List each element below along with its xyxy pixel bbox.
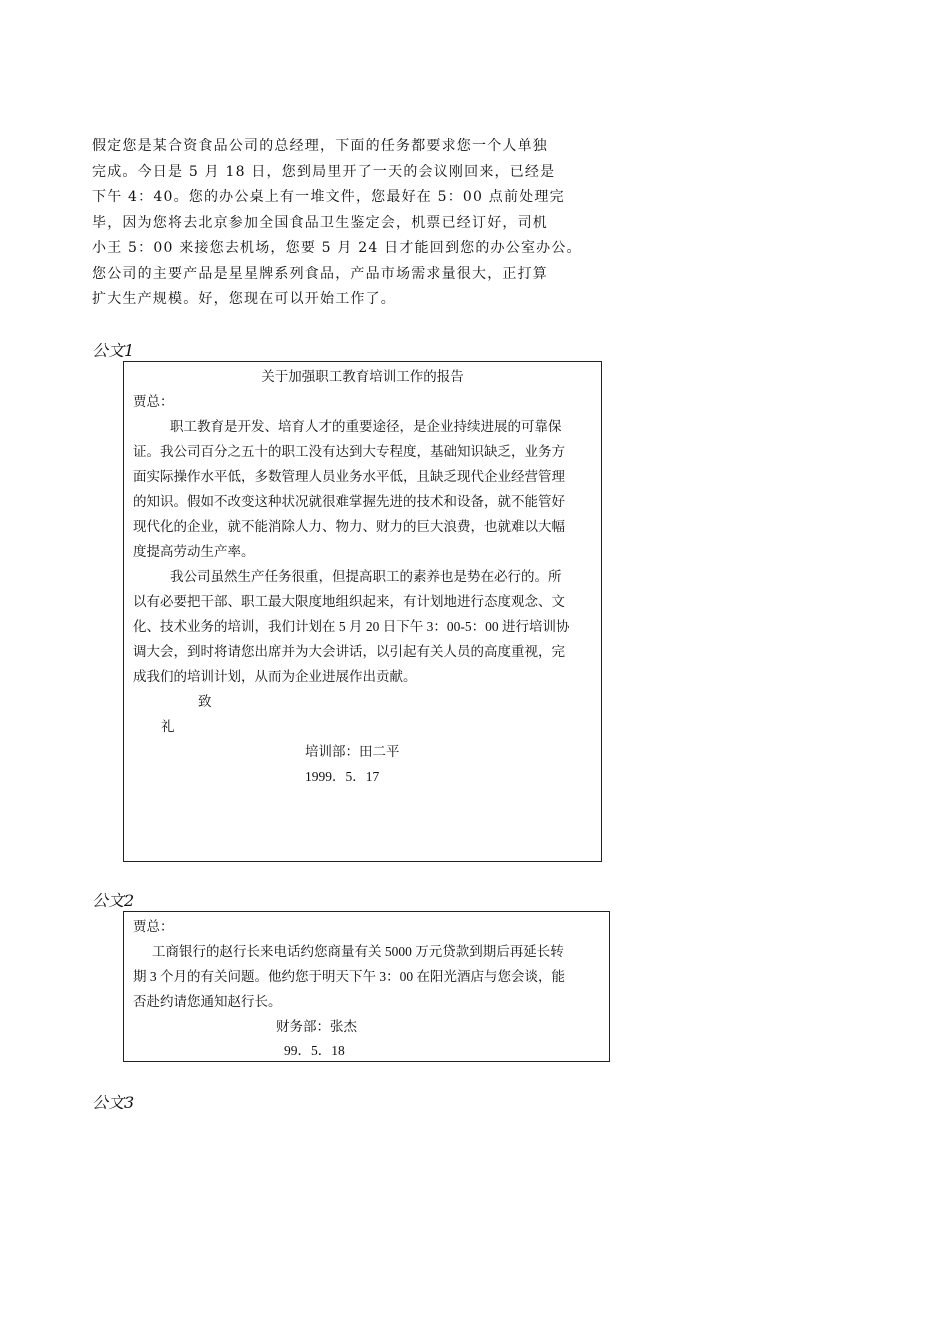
doc3-label: 公文3: [92, 1093, 135, 1112]
intro-line: 假定您是某合资食品公司的总经理，下面的任务都要求您一个人单独: [92, 138, 548, 154]
doc2-salutation: 贾总：: [133, 919, 174, 934]
doc1-body-line: 的知识。假如不改变这种状况就很难掌握先进的技术和设备，就不能管好: [133, 494, 565, 509]
doc1-closing-li: 礼: [161, 719, 175, 734]
doc2-date: 99．5．18: [284, 1043, 345, 1058]
doc1-label: 公文1: [92, 341, 135, 360]
task-intro: [92, 134, 602, 313]
doc1-body-line: 度提高劳动生产率。: [133, 544, 255, 559]
intro-line: 完成。今日是 5 月 18 日，您到局里开了一天的会议刚回来，已经是: [92, 163, 556, 180]
doc1-body-line: 职工教育是开发、培育人才的重要途径，是企业持续进展的可靠保: [170, 419, 562, 434]
doc1-signature: 培训部：田二平: [305, 744, 400, 759]
doc1-salutation: 贾总：: [133, 394, 174, 409]
intro-line: 小王 5：00 来接您去机场，您要 5 月 24 日才能回到您的办公室办公。: [92, 240, 582, 256]
doc1-body-line: 调大会，到时将请您出席并为大会讲话，以引起有关人员的高度重视，完: [133, 644, 565, 659]
doc2-body-line: 工商银行的赵行长来电话约您商量有关 5000 万元贷款到期后再延长转: [152, 944, 564, 959]
doc1-body-line: 成我们的培训计划，从而为企业进展作出贡献。: [133, 669, 417, 684]
doc1-title: 关于加强职工教育培训工作的报告: [261, 369, 464, 384]
doc1-box: [123, 361, 602, 862]
doc1-body-line: 以有必要把干部、职工最大限度地组织起来，有计划地进行态度观念、文: [133, 594, 565, 609]
doc2-body-line: 否赴约请您通知赵行长。: [133, 994, 282, 1009]
intro-line: 下午 4：40。您的办公桌上有一堆文件，您最好在 5：00 点前处理完: [92, 189, 565, 205]
intro-line: 毕，因为您将去北京参加全国食品卫生鉴定会，机票已经订好，司机: [92, 214, 548, 231]
doc2-body-line: 期 3 个月的有关问题。他约您于明天下午 3：00 在阳光酒店与您会谈，能: [133, 969, 565, 984]
doc2-label: 公文2: [92, 891, 135, 910]
doc2-signature: 财务部：张杰: [276, 1019, 357, 1034]
doc1-date: 1999．5．17: [305, 769, 380, 784]
doc1-body-line: 面实际操作水平低，多数管理人员业务水平低，且缺乏现代企业经营管理: [133, 469, 565, 484]
doc1-body-line: 我公司虽然生产任务很重，但提高职工的素养也是势在必行的。所: [170, 569, 562, 584]
intro-line: 扩大生产规模。好，您现在可以开始工作了。: [92, 291, 396, 307]
doc1-body-line: 证。我公司百分之五十的职工没有达到大专程度，基础知识缺乏，业务方: [133, 444, 565, 459]
doc2-box: [123, 911, 610, 1062]
intro-line: 您公司的主要产品是星星牌系列食品，产品市场需求量很大，正打算: [92, 265, 548, 282]
doc1-body-line: 现代化的企业，就不能消除人力、物力、财力的巨大浪费，也就难以大幅: [133, 519, 565, 534]
doc1-body-line: 化、技术业务的培训，我们计划在 5 月 20 日下午 3：00-5：00 进行培训协: [133, 619, 570, 634]
doc1-closing-zhi: 致: [198, 694, 212, 709]
